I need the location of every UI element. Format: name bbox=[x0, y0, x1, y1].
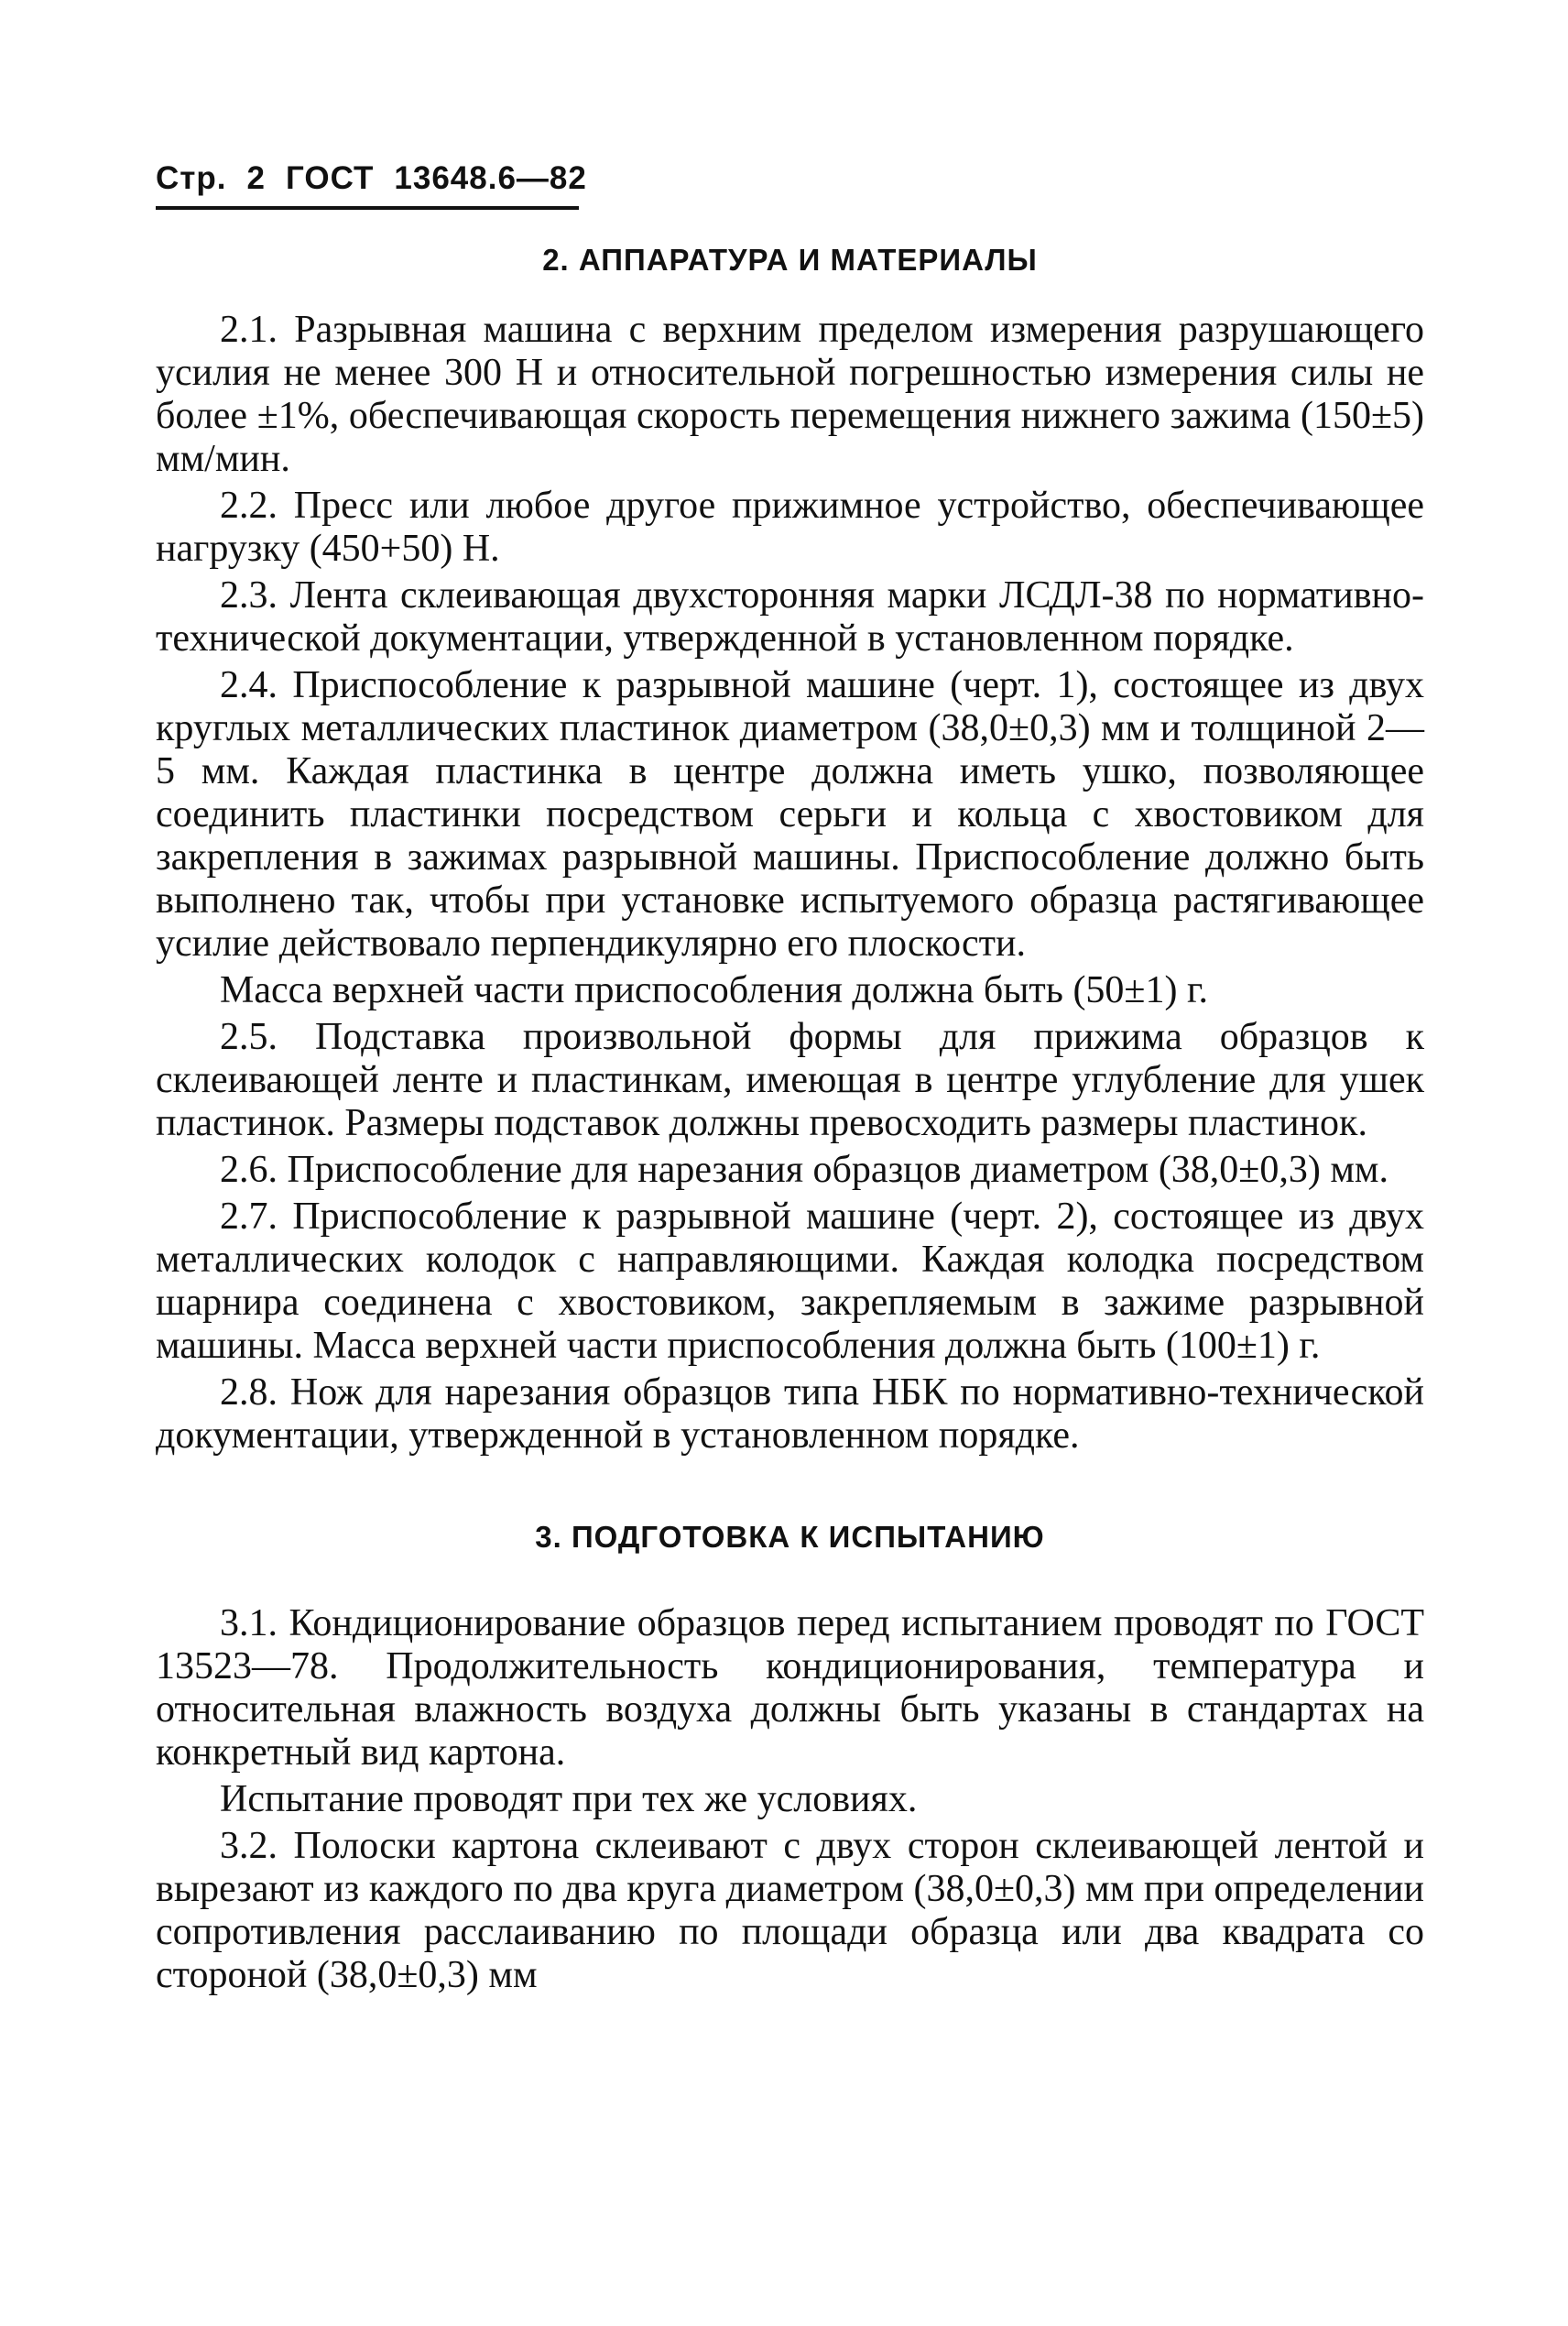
page-number: 2 bbox=[246, 160, 266, 196]
paragraph-2-4-mass: Масса верхней части приспособления должна быть (50±1) г. bbox=[220, 969, 1208, 1011]
paragraph-2-1: 2.1. Разрывная машина с верхним пределом измерения разрушающего усилия не менее 300 Н и относительной погрешностью измерения силы не более ±1%, обеспечивающая скорость перемещения нижнего зажима (150±5) мм/мин. bbox=[156, 309, 1424, 480]
running-header bbox=[156, 160, 587, 210]
document-page bbox=[156, 160, 1424, 2001]
paragraph-2-7: 2.7. Приспособление к разрывной машине (черт. 2), состоящее из двух металлических колодок с направляющими. Каждая колодка посредством шарнира соединена с хвостовиком, закрепляемым в зажиме разрывной машины. Масса верхней части приспособления должна быть (100±1) г. bbox=[156, 1196, 1424, 1367]
paragraph-3-1-conditions: Испытание проводят при тех же условиях. bbox=[220, 1778, 918, 1820]
section-2-title: 2. АППАРАТУРА И МАТЕРИАЛЫ bbox=[542, 243, 1038, 277]
paragraph-2-8: 2.8. Нож для нарезания образцов типа НБК по нормативно-технической документации, утвержденной в установленном порядке. bbox=[156, 1371, 1424, 1457]
paragraph-3-2: 3.2. Полоски картона склеивают с двух сторон склеивающей лентой и вырезают из каждого по два круга диаметром (38,0±0,3) мм при определении сопротивления расслаиванию по площади образца или два квадрата со стороной (38,0±0,3) мм bbox=[156, 1825, 1424, 1996]
paragraph-2-5: 2.5. Подставка произвольной формы для прижима образцов к склеивающей ленте и пластинкам, имеющая в центре углубление для ушек пластинок. Размеры подставок должны превосходить размеры пластинок. bbox=[156, 1016, 1424, 1144]
section-3-title: 3. ПОДГОТОВКА К ИСПЫТАНИЮ bbox=[535, 1520, 1045, 1554]
standard-label: ГОСТ bbox=[286, 160, 375, 196]
paragraph-2-3: 2.3. Лента склеивающая двухсторонняя марки ЛСДЛ-38 по нормативно-технической документации, утвержденной в установленном порядке. bbox=[156, 574, 1424, 660]
paragraph-2-4: 2.4. Приспособление к разрывной машине (черт. 1), состоящее из двух круглых металлических пластинок диаметром (38,0±0,3) мм и толщиной 2—5 мм. Каждая пластинка в центре должна иметь ушко, позволяющее соединить пластинки посредством серьги и кольца с хвостовиком для закрепления в зажимах разрывной машины. Приспособление должно быть выполнено так, чтобы при установке испытуемого образца растягивающее усилие действовало перпендикулярно его плоскости. bbox=[156, 664, 1424, 965]
paragraph-3-1: 3.1. Кондиционирование образцов перед испытанием проводят по ГОСТ 13523—78. Продолжительность кондиционирования, температура и относительная влажность воздуха должны быть указаны в стандартах на конкретный вид картона. bbox=[156, 1602, 1424, 1774]
paragraph-2-2: 2.2. Пресс или любое другое прижимное устройство, обеспечивающее нагрузку (450+50) Н. bbox=[156, 485, 1424, 570]
section-3-body bbox=[156, 1602, 1424, 1997]
paragraph-2-6: 2.6. Приспособление для нарезания образцов диаметром (38,0±0,3) мм. bbox=[220, 1149, 1388, 1191]
standard-number: 13648.6—82 bbox=[394, 160, 587, 196]
section-2-body bbox=[156, 309, 1424, 1458]
page-label: Стр. bbox=[156, 160, 227, 196]
